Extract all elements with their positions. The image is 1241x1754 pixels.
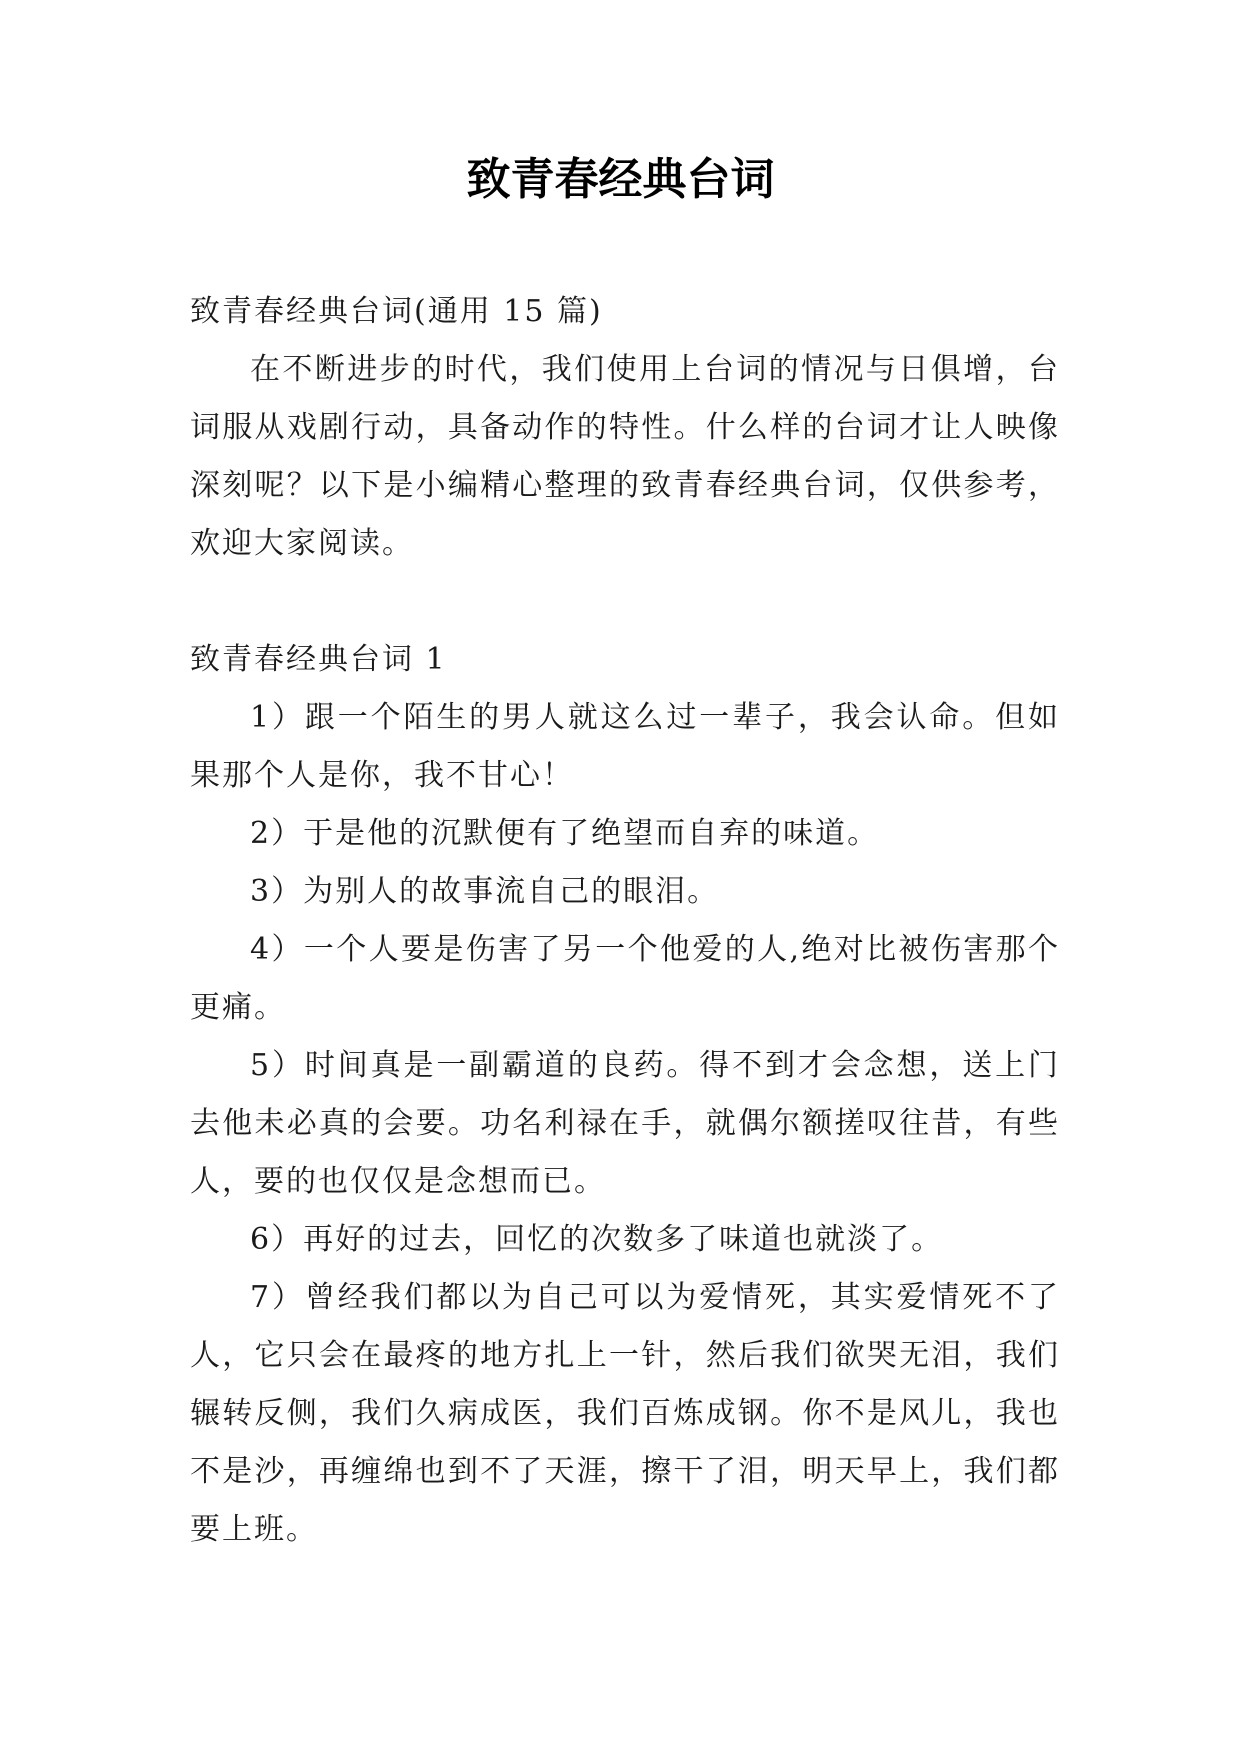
quote-item: 3）为别人的故事流自己的眼泪。 xyxy=(250,874,720,909)
intro-paragraph: 在不断进步的时代，我们使用上台词的情况与日俱增，台词服从戏剧行动，具备动作的特性。什么样的台词才让人映像深刻呢？以下是小编精心整理的致青春经典台词，仅供参考，欢迎大家阅读。 xyxy=(190,352,1060,561)
quote-item: 4）一个人要是伤害了另一个他爱的人,绝对比被伤害那个更痛。 xyxy=(190,932,1060,1025)
document-subtitle: 致青春经典台词(通用 15 篇) xyxy=(190,294,603,329)
quote-item: 7）曾经我们都以为自己可以为爱情死，其实爱情死不了人，它只会在最疼的地方扎上一针，然后我们欲哭无泪，我们辗转反侧，我们久病成医，我们百炼成钢。你不是风儿，我也不是沙，再缠绵也到不了天涯，擦干了泪，明天早上，我们都要上班。 xyxy=(190,1280,1060,1547)
section-heading: 致青春经典台词 1 xyxy=(190,642,447,677)
quote-item: 1）跟一个陌生的男人就这么过一辈子，我会认命。但如果那个人是你，我不甘心！ xyxy=(190,700,1060,793)
quote-item: 2）于是他的沉默便有了绝望而自弃的味道。 xyxy=(250,816,880,851)
document-title: 致青春经典台词 xyxy=(466,154,775,205)
section xyxy=(190,631,1060,1559)
quote-item: 5）时间真是一副霸道的良药。得不到才会念想，送上门去他未必真的会要。功名利禄在手，就偶尔额搓叹往昔，有些人，要的也仅仅是念想而已。 xyxy=(190,1048,1060,1199)
quote-item: 6）再好的过去，回忆的次数多了味道也就淡了。 xyxy=(250,1222,944,1257)
document-body xyxy=(190,283,1060,1559)
